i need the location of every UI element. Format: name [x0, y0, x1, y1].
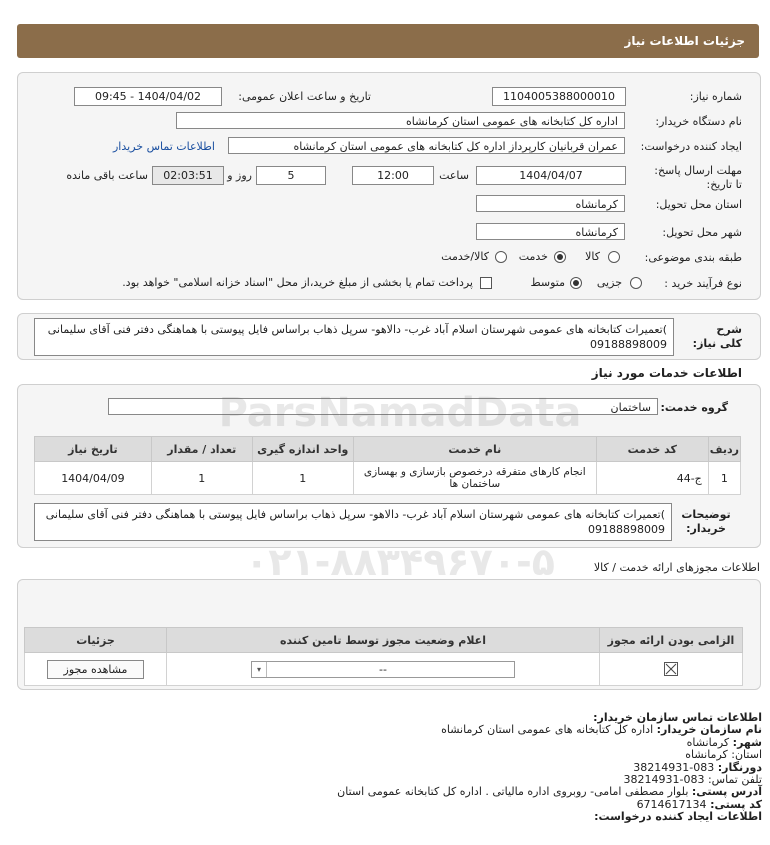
- days-label: روز و: [227, 169, 252, 182]
- contact-org-label: نام سازمان خریدار:: [656, 723, 762, 737]
- contact-address-label: آدرس پستی:: [691, 785, 762, 799]
- contact-city-value: کرمانشاه: [686, 735, 730, 749]
- category-option-goods: کالا: [585, 250, 600, 263]
- need-number-field: 1104005388000010: [492, 87, 626, 106]
- treasury-note: پرداخت تمام یا بخشی از مبلغ خرید،از محل "اسناد خزانه اسلامی" خواهد بود.: [122, 276, 473, 289]
- col-row: ردیف: [708, 437, 740, 462]
- deadline-label: [652, 164, 742, 192]
- process-radio-minor[interactable]: [630, 277, 642, 289]
- province-label: استان محل تحویل:: [655, 198, 742, 211]
- contact-fax-value: 083-38214931: [633, 760, 715, 774]
- contact-phone-value: 083-38214931: [623, 773, 705, 787]
- remaining-time-field: 02:03:51: [152, 166, 224, 185]
- announce-label: تاریخ و ساعت اعلان عمومی:: [238, 90, 371, 103]
- chevron-down-icon: ▾: [252, 662, 267, 677]
- deadline-date-field: 1404/04/07: [476, 166, 626, 185]
- buyer-notes-label-text: توضیحات خریدار:: [681, 508, 731, 535]
- time-label: ساعت: [439, 169, 469, 182]
- contact-postal-value: 6714617134: [636, 797, 707, 811]
- category-option-goods-service: کالا/خدمت: [441, 250, 489, 263]
- province-field: کرمانشاه: [476, 195, 625, 212]
- announce-field: 1404/04/02 - 09:45: [74, 87, 222, 106]
- treasury-checkbox[interactable]: [480, 277, 492, 289]
- contact-province-label: استان:: [731, 748, 762, 762]
- category-label: طبقه بندی موضوعی:: [644, 251, 742, 264]
- category-radio-goods-service[interactable]: [495, 251, 507, 263]
- required-check-icon: [664, 662, 678, 676]
- table-row: [35, 462, 741, 495]
- details-cell: [25, 653, 167, 686]
- cell-qty: 1: [151, 462, 252, 495]
- process-radio-medium[interactable]: [570, 277, 582, 289]
- creator-label: ایجاد کننده درخواست:: [640, 140, 742, 153]
- process-option-medium: متوسط: [530, 276, 565, 289]
- permits-table-header: [25, 628, 743, 653]
- category-option-service: خدمت: [518, 250, 548, 263]
- services-table: [34, 436, 741, 495]
- description-label: [692, 323, 742, 351]
- category-radio-service[interactable]: [554, 251, 566, 263]
- buyer-notes-label: [670, 508, 742, 536]
- col-unit: واحد اندازه گیری: [252, 437, 353, 462]
- buyer-notes-text: )تعمیرات کتابخانه های عمومی شهرستان اسلام آباد غرب- دالاهو- سرپل ذهاب براساس فایل پیوستی با هماهنگی دفتر فنی آقای سلیمانی 09188898009: [34, 503, 672, 541]
- services-table-header: [35, 437, 741, 462]
- contact-org-value: اداره کل کتابخانه های عمومی استان کرمانشاه: [441, 723, 654, 737]
- buyer-field: اداره کل کتابخانه های عمومی استان کرمانشاه: [176, 112, 625, 129]
- need-info-panel: [17, 72, 761, 300]
- col-code: کد خدمت: [596, 437, 708, 462]
- col-date: تاریخ نیاز: [35, 437, 152, 462]
- cell-unit: 1: [252, 462, 353, 495]
- deadline-label-text: مهلت ارسال پاسخ: تا تاریخ:: [654, 164, 742, 191]
- description-label-text: شرح کلی نیاز:: [692, 323, 742, 350]
- page-title: جزئیات اطلاعات نیاز: [624, 34, 745, 48]
- cell-name: انجام کارهای متفرقه درخصوص بازسازی و بهسازی ساختمان ها: [353, 462, 596, 495]
- contact-info-link[interactable]: اطلاعات تماس خریدار: [113, 140, 215, 153]
- col-status: اعلام وضعیت مجوز توسط تامین کننده: [167, 628, 600, 653]
- need-number-label: شماره نیاز:: [689, 90, 742, 103]
- table-row: [25, 653, 743, 686]
- contact-postal-label: کد پستی:: [710, 797, 762, 811]
- city-field: کرمانشاه: [476, 223, 625, 240]
- watermark-phone: ۰۲۱-۸۸۳۴۹۶۷۰-۵: [245, 540, 555, 584]
- deadline-time-field: 12:00: [352, 166, 434, 185]
- creator-field: عمران قربانیان کارپرداز اداره کل کتابخانه های عمومی استان کرمانشاه: [228, 137, 625, 154]
- process-option-minor: جزیی: [596, 276, 622, 289]
- permits-section-title: اطلاعات مجوزهای ارائه خدمت / کالا: [593, 561, 760, 574]
- contact-org-row: [162, 724, 762, 736]
- status-cell: [167, 653, 600, 686]
- col-qty: تعداد / مقدار: [151, 437, 252, 462]
- services-section-title: اطلاعات خدمات مورد نیاز: [591, 366, 742, 380]
- required-cell: [600, 653, 743, 686]
- service-group-label: گروه خدمت:: [660, 401, 728, 414]
- contact-address-value: بلوار مصطفی امامی- روبروی اداره مالیاتی . اداره کل کتابخانه عمومی استان: [337, 785, 689, 799]
- contact-phone-label: تلفن تماس:: [707, 773, 762, 787]
- contact-province-value: کرمانشاه: [685, 748, 728, 762]
- buyer-label: نام دستگاه خریدار:: [655, 115, 742, 128]
- cell-row: 1: [708, 462, 740, 495]
- permit-status-select[interactable]: [251, 661, 515, 678]
- category-radio-goods[interactable]: [608, 251, 620, 263]
- remaining-label: ساعت باقی مانده: [66, 169, 148, 182]
- permit-status-value: --: [379, 662, 387, 676]
- view-permit-button[interactable]: مشاهده مجوز: [47, 660, 145, 679]
- city-label: شهر محل تحویل:: [662, 226, 742, 239]
- cell-date: 1404/04/09: [35, 462, 152, 495]
- contact-title: اطلاعات تماس سازمان خریدار:: [593, 711, 762, 724]
- page-header: [17, 24, 759, 58]
- col-required: الزامی بودن ارائه مجوز: [600, 628, 743, 653]
- days-field: 5: [256, 166, 326, 185]
- description-text: )تعمیرات کتابخانه های عمومی شهرستان اسلام آباد غرب- دالاهو- سرپل ذهاب براساس فایل پیوستی با هماهنگی دفتر فنی آقای سلیمانی 09188898009: [34, 318, 674, 356]
- process-label: نوع فرآیند خرید :: [664, 277, 742, 290]
- creator-info-title: اطلاعات ایجاد کننده درخواست:: [594, 810, 762, 824]
- contact-fax-label: دورنگار:: [717, 760, 762, 774]
- contact-city-row: [162, 737, 762, 749]
- col-name: نام خدمت: [353, 437, 596, 462]
- cell-code: ج-44: [596, 462, 708, 495]
- service-group-field: ساختمان: [108, 398, 658, 415]
- permits-table: [24, 627, 743, 686]
- contact-info: [162, 712, 762, 824]
- col-details: جزئیات: [25, 628, 167, 653]
- contact-city-label: شهر:: [732, 735, 762, 749]
